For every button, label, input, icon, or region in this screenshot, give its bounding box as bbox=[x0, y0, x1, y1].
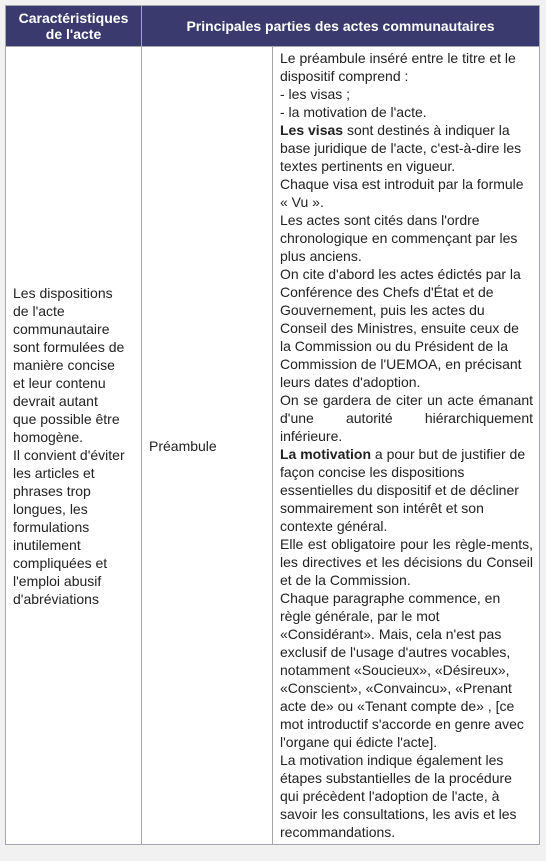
characteristics-line: sont formulées de bbox=[13, 338, 125, 355]
description-paragraph bbox=[280, 211, 533, 265]
description-paragraph bbox=[280, 85, 533, 103]
table-row bbox=[6, 47, 540, 845]
description-cell bbox=[273, 47, 540, 845]
acts-table bbox=[5, 5, 540, 845]
description-paragraph bbox=[280, 391, 533, 445]
description-paragraph bbox=[280, 751, 533, 841]
characteristics-line: de l'acte bbox=[13, 302, 65, 319]
paragraph-text: Les actes sont cités dans l'ordre chronologique en commençant par les plus anciens. bbox=[280, 212, 518, 264]
characteristics-line: homogène. bbox=[13, 428, 84, 445]
description-paragraph bbox=[280, 121, 533, 175]
paragraph-lead: La motivation bbox=[280, 446, 372, 462]
table-container bbox=[5, 5, 539, 845]
paragraph-text: Le préambule inséré entre le titre et le dispositif comprend : bbox=[280, 50, 516, 84]
characteristics-line: formulations bbox=[13, 518, 90, 535]
paragraph-text: On se gardera de citer un acte émanant d'une autorité hiérarchiquement inférieure. bbox=[280, 392, 534, 444]
part-name: Préambule bbox=[149, 437, 217, 454]
paragraph-text: Chaque paragraphe commence, en règle générale, par le mot «Considérant». Mais, cela n'est pas exclusif de l'usage d'autres vocables, notamment «Soucieux», «Désireux», «Conscient», «Convaincu», «Prenant acte de» ou «Tenant compte de» , [ce mot introductif s'accorde en genre avec l'organe qui édicte l'acte]. bbox=[280, 590, 524, 750]
header-parts: Principales parties des actes communautaires bbox=[142, 6, 540, 47]
characteristics-line: inutilement bbox=[13, 536, 81, 553]
description-paragraph bbox=[280, 175, 533, 211]
part-cell bbox=[142, 47, 273, 845]
description-paragraph bbox=[280, 589, 533, 751]
paragraph-text: La motivation indique également les étapes substantielles de la procédure qui précèdent l'adoption de l'acte, à savoir les consultations, les avis et les recommandations. bbox=[280, 752, 517, 840]
characteristics-line: communautaire bbox=[13, 320, 110, 337]
paragraph-text: sont destinés à indiquer la base juridique de l'acte, c'est-à-dire les textes pertinents en vigueur. bbox=[280, 122, 522, 174]
header-characteristics: Caractéristiques de l'acte bbox=[6, 6, 142, 47]
paragraph-text: Elle est obligatoire pour les règle-ments, les directives et les décisions du Conseil et de la Commission. bbox=[280, 536, 534, 588]
paragraph-lead: Les visas bbox=[280, 122, 344, 138]
characteristics-line: compliquées et bbox=[13, 554, 108, 571]
description-paragraph bbox=[280, 49, 533, 85]
characteristics-line: les articles et bbox=[13, 464, 95, 481]
characteristics-text bbox=[13, 284, 137, 608]
characteristics-cell bbox=[6, 47, 142, 845]
characteristics-line: et leur contenu bbox=[13, 374, 106, 391]
paragraph-text: - la motivation de l'acte. bbox=[280, 104, 427, 120]
paragraph-text: - les visas ; bbox=[280, 86, 351, 102]
characteristics-line: l'emploi abusif bbox=[13, 572, 102, 589]
description-paragraph bbox=[280, 535, 533, 589]
paragraph-text: a pour but de justifier de façon concise les dispositions essentielles du dispositif et de décliner sommairement son intérêt et son contexte général. bbox=[280, 446, 526, 534]
characteristics-line: longues, les bbox=[13, 500, 88, 517]
characteristics-line: manière concise bbox=[13, 356, 115, 373]
paragraph-text: Chaque visa est introduit par la formule « Vu ». bbox=[280, 176, 524, 210]
characteristics-line: devrait autant bbox=[13, 392, 98, 409]
characteristics-line: que possible être bbox=[13, 410, 120, 427]
characteristics-line: phrases trop bbox=[13, 482, 91, 499]
header-row bbox=[6, 6, 540, 47]
description-paragraph bbox=[280, 265, 533, 391]
characteristics-line: d'abréviations bbox=[13, 590, 99, 607]
paragraph-text: On cite d'abord les actes édictés par la Conférence des Chefs d'État et de Gouvernement, puis les actes du Conseil des Ministres, ensuite ceux de la Commission ou du Président de la Commission de l'UEMOA, en précisant leurs dates d'adoption. bbox=[280, 266, 522, 390]
description-paragraph bbox=[280, 445, 533, 535]
description-paragraph bbox=[280, 103, 533, 121]
characteristics-line: Les dispositions bbox=[13, 284, 113, 301]
characteristics-line: Il convient d'éviter bbox=[13, 446, 125, 463]
description-text bbox=[280, 49, 533, 841]
